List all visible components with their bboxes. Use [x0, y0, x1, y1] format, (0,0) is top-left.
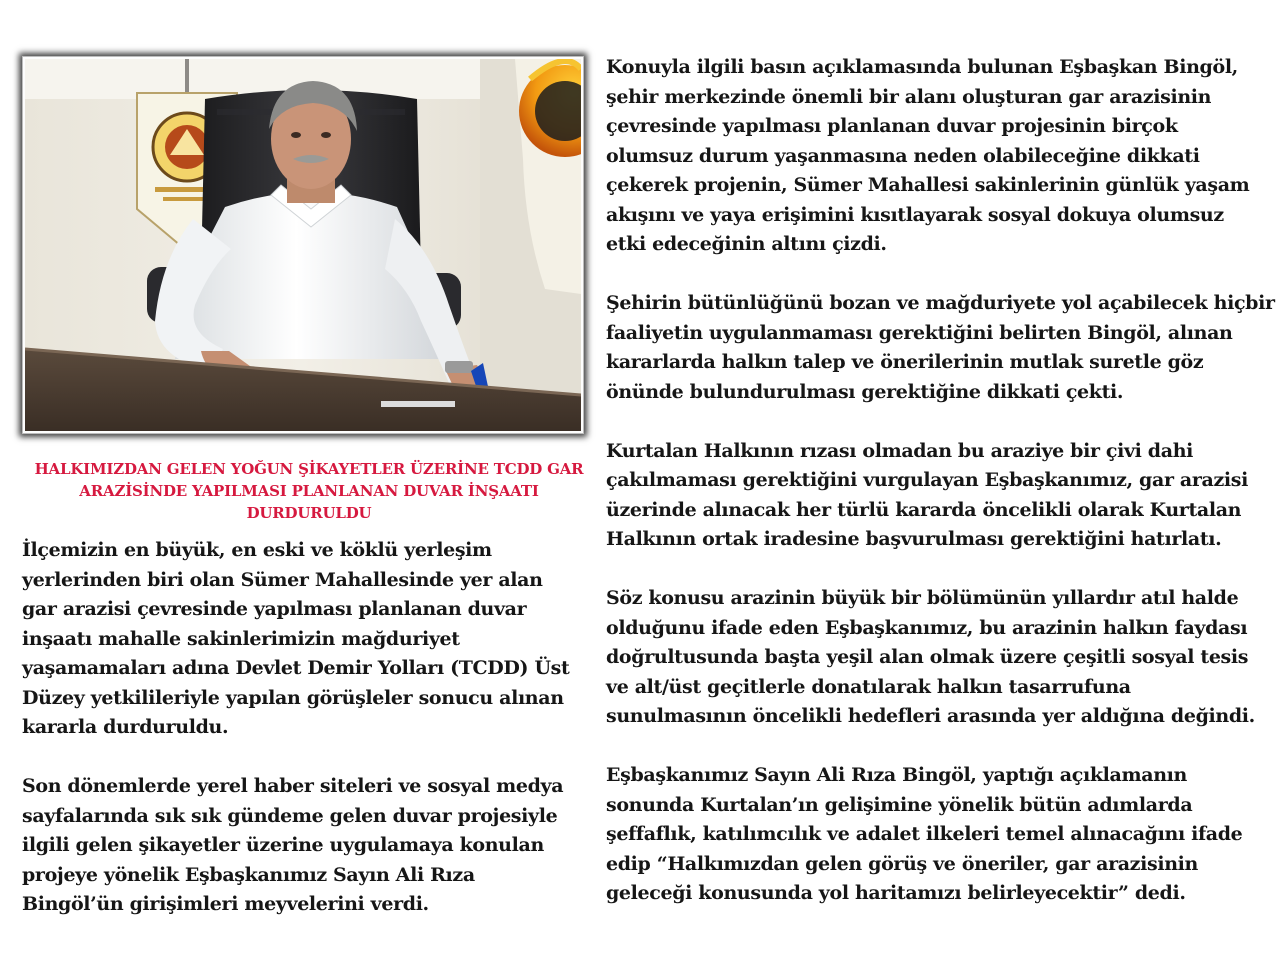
right-paragraph-1: Konuyla ilgili basın açıklamasında bulunan Eşbaşkan Bingöl, şehir merkezinde önemli bir alanı oluşturan gar arazisinin çevresinde yapılması planlanan duvar projesinin birçok olumsuz durum yaşanmasına neden olabileceğine dikkati çekerek projenin, Sümer Mahallesi sakinlerinin günlük yaşam akışını ve yaya erişimini kısıtlayarak sosyal dokuya olumsuz etki edeceğinin altını çizdi. [606, 56, 1250, 255]
photo-frame [22, 56, 584, 434]
left-column [22, 536, 600, 920]
right-paragraph-5: Eşbaşkanımız Sayın Ali Rıza Bingöl, yaptığı açıklamanın sonunda Kurtalan’ın gelişimine yönelik bütün adımlarda şeffaflık, katılımcılık ve adalet ilkeleri temel alınacağını ifade edip “Halkımızdan gelen görüş ve öneriler, gar arazisinin geleceği konusunda yol haritamızı belirleyecektir” dedi. [606, 764, 1243, 904]
left-paragraph-1: İlçemizin en büyük, en eski ve köklü yerleşim yerlerinden biri olan Sümer Mahallesinde yer alan gar arazisi çevresinde yapılması planlanan duvar inşaatı mahalle sakinlerimizin mağduriyet yaşamamaları adına Devlet Demir Yolları (TCDD) Üst Düzey yetkilileriyle yapılan görüşleler sonucu alınan kararla durduruldu. [22, 539, 570, 738]
right-paragraph-4: Söz konusu arazinin büyük bir bölümünün yıllardır atıl halde olduğunu ifade eden Eşbaşkanımız, bu arazinin halkın faydası doğrultusunda başta yeşil alan olmak üzere çeşitli sosyal tesis ve alt/üst geçitlerle donatılarak halkın tasarrufuna sunulmasının öncelikli hedefleri arasında yer aldığına değindi. [606, 587, 1255, 727]
right-paragraph-2: Şehirin bütünlüğünü bozan ve mağduriyete yol açabilecek hiçbir faaliyetin uygulanmaması gerektiğini belirten Bingöl, alınan kararlarda halkın talep ve önerilerinin mutlak suretle göz önünde bulundurulması gerektiğine dikkati çekti. [606, 292, 1275, 403]
headline: HALKIMIZDAN GELEN YOĞUN ŞİKAYETLER ÜZERİNE TCDD GAR ARAZİSİNDE YAPILMASI PLANLANAN DUVAR İNŞAATI DURDURULDU [34, 460, 584, 522]
right-column [606, 53, 1276, 909]
left-paragraph-2: Son dönemlerde yerel haber siteleri ve sosyal medya sayfalarında sık sık gündeme gelen duvar projesiyle ilgili gelen şikayetler üzerine uygulamaya konulan projeye yönelik Eşbaşkanımız Sayın Ali Rıza Bingöl’ün girişimleri meyvelerini verdi. [22, 775, 564, 915]
official-photo [25, 59, 581, 431]
right-paragraph-3: Kurtalan Halkının rızası olmadan bu araziye bir çivi dahi çakılmaması gerektiğini vurgulayan Eşbaşkanımız, gar arazisi üzerinde alınacak her türlü kararda öncelikli olarak Kurtalan Halkının ortak iradesine başvurulması gerektiğini hatırlatı. [606, 439, 1248, 550]
